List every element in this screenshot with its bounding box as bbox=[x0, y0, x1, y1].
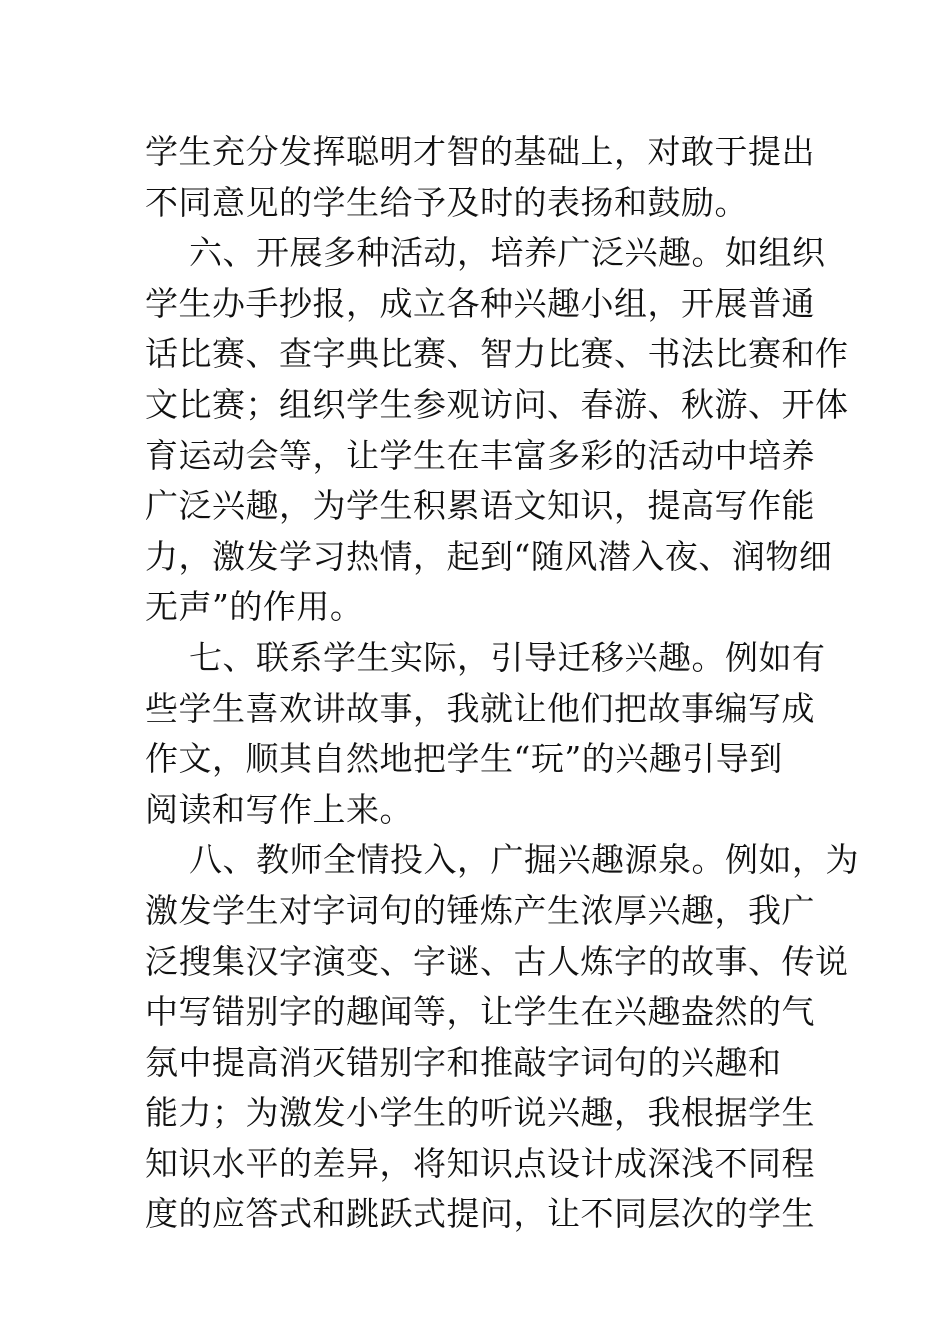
paragraph-start-line: 六、开展多种活动，培养广泛兴趣。如组织 bbox=[189, 233, 826, 273]
text-line: 泛搜集汉字演变、字谜、古人炼字的故事、传说 bbox=[145, 941, 849, 981]
text-line: 阅读和写作上来。 bbox=[145, 789, 413, 829]
text-line: 育运动会等，让学生在丰富多彩的活动中培养 bbox=[145, 435, 815, 475]
text-line: 话比赛、查字典比赛、智力比赛、书法比赛和作 bbox=[145, 334, 849, 374]
text-line: 中写错别字的趣闻等，让学生在兴趣盎然的气 bbox=[145, 992, 815, 1032]
document-body bbox=[145, 127, 859, 1240]
text-line: 度的应答式和跳跃式提问，让不同层次的学生 bbox=[145, 1194, 815, 1234]
text-line: 能力；为激发小学生的听说兴趣，我根据学生 bbox=[145, 1093, 815, 1133]
text-line: 激发学生对字词句的锤炼产生浓厚兴趣，我广 bbox=[145, 890, 815, 930]
text-line: 不同意见的学生给予及时的表扬和鼓励。 bbox=[145, 182, 748, 222]
text-line: 氛中提高消灭错别字和推敲字词句的兴趣和 bbox=[145, 1042, 782, 1082]
text-line: 学生充分发挥聪明才智的基础上，对敢于提出 bbox=[145, 132, 815, 171]
paragraph-start-line: 八、教师全情投入，广掘兴趣源泉。例如，为 bbox=[189, 840, 859, 880]
text-line: 广泛兴趣，为学生积累语文知识，提高写作能 bbox=[145, 486, 815, 526]
paragraph-start-line: 七、联系学生实际，引导迁移兴趣。例如有 bbox=[189, 637, 826, 677]
text-line: 学生办手抄报，成立各种兴趣小组，开展普通 bbox=[145, 283, 815, 323]
text-line: 知识水平的差异，将知识点设计成深浅不同程 bbox=[145, 1143, 815, 1183]
text-line: 无声”的作用。 bbox=[145, 587, 364, 627]
text-line: 些学生喜欢讲故事，我就让他们把故事编写成 bbox=[145, 688, 815, 728]
text-line: 文比赛；组织学生参观访问、春游、秋游、开体 bbox=[145, 384, 849, 424]
text-line: 力，激发学习热情，起到“随风潜入夜、润物细 bbox=[145, 536, 833, 576]
text-line: 作文，顺其自然地把学生“玩”的兴趣引导到 bbox=[145, 739, 783, 779]
